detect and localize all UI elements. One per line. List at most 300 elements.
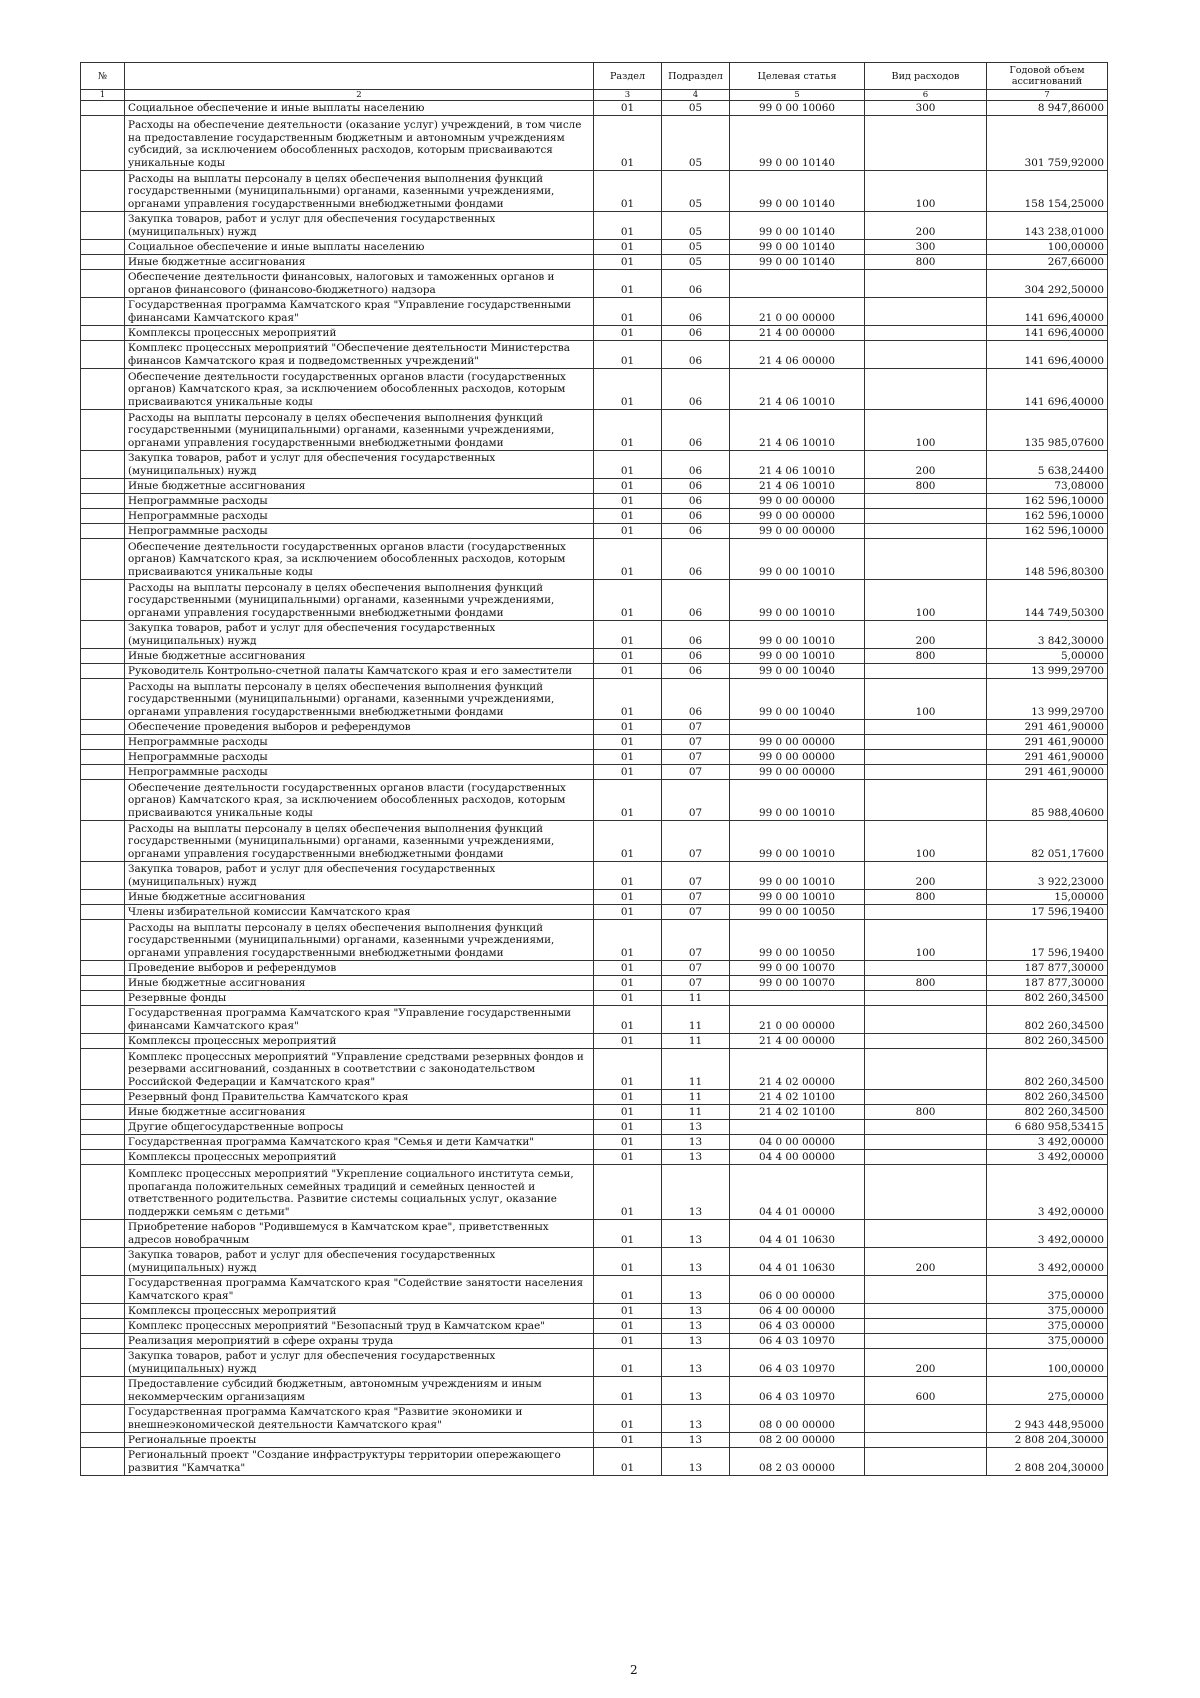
row-section-cell: 01 [594,270,662,298]
table-row [81,116,1108,171]
table-row [81,750,1108,765]
column-number: 5 [730,90,865,101]
row-amount-cell: 17 596,19400 [987,905,1108,920]
row-amount-cell: 6 680 958,53415 [987,1120,1108,1135]
row-amount-cell: 141 696,40000 [987,341,1108,369]
row-subsection-cell: 07 [662,976,730,991]
row-section-cell: 01 [594,1377,662,1405]
row-section-cell: 01 [594,1150,662,1165]
row-expense-type-cell [865,1034,987,1049]
row-number-cell [81,1248,125,1276]
row-name-cell: Обеспечение деятельности государственных органов власти (государственных органов) Камчатского края, за исключением обособленных расходов, которым присваиваются уникальные коды [125,539,594,580]
row-name-cell: Комплекс процессных мероприятий "Безопасный труд в Камчатском крае" [125,1319,594,1334]
row-subsection-cell: 13 [662,1220,730,1248]
row-subsection-cell: 11 [662,1034,730,1049]
row-name-cell: Региональный проект "Создание инфраструктуры территории опережающего развития "Камчатка" [125,1448,594,1476]
row-section-cell: 01 [594,341,662,369]
row-target-article-cell: 21 4 00 00000 [730,1034,865,1049]
table-row [81,580,1108,621]
row-expense-type-cell [865,1165,987,1220]
row-number-cell [81,862,125,890]
row-section-cell: 01 [594,890,662,905]
header-annual-volume: Годовой объем ассигнований [987,63,1108,90]
row-expense-type-cell [865,509,987,524]
row-section-cell: 01 [594,991,662,1006]
row-subsection-cell: 11 [662,1049,730,1090]
row-name-cell: Государственная программа Камчатского края "Содействие занятости населения Камчатского края" [125,1276,594,1304]
row-name-cell: Обеспечение проведения выборов и референдумов [125,720,594,735]
row-name-cell: Закупка товаров, работ и услуг для обеспечения государственных (муниципальных) нужд [125,621,594,649]
row-section-cell: 01 [594,479,662,494]
row-name-cell: Руководитель Контрольно-счетной палаты Камчатского края и его заместители [125,664,594,679]
row-subsection-cell: 13 [662,1448,730,1476]
row-subsection-cell: 06 [662,494,730,509]
row-amount-cell: 143 238,01000 [987,212,1108,240]
table-row [81,649,1108,664]
row-amount-cell: 304 292,50000 [987,270,1108,298]
table-row [81,961,1108,976]
row-subsection-cell: 07 [662,720,730,735]
table-row [81,270,1108,298]
row-target-article-cell: 21 4 06 10010 [730,479,865,494]
table-row [81,410,1108,451]
row-section-cell: 01 [594,920,662,961]
column-number: 1 [81,90,125,101]
row-amount-cell: 82 051,17600 [987,821,1108,862]
row-section-cell: 01 [594,580,662,621]
table-row [81,1319,1108,1334]
table-row [81,1105,1108,1120]
table-row [81,1248,1108,1276]
row-target-article-cell: 08 0 00 00000 [730,1405,865,1433]
table-row [81,1090,1108,1105]
row-amount-cell: 15,00000 [987,890,1108,905]
row-expense-type-cell [865,750,987,765]
row-target-article-cell: 06 0 00 00000 [730,1276,865,1304]
row-amount-cell: 141 696,40000 [987,298,1108,326]
row-section-cell: 01 [594,679,662,720]
row-expense-type-cell [865,780,987,821]
row-target-article-cell: 99 0 00 10010 [730,580,865,621]
row-subsection-cell: 13 [662,1276,730,1304]
row-target-article-cell: 21 4 00 00000 [730,326,865,341]
row-expense-type-cell [865,341,987,369]
row-target-article-cell: 99 0 00 10070 [730,976,865,991]
row-section-cell: 01 [594,509,662,524]
row-subsection-cell: 06 [662,664,730,679]
row-subsection-cell: 05 [662,212,730,240]
row-amount-cell: 144 749,50300 [987,580,1108,621]
row-target-article-cell: 21 4 06 10010 [730,410,865,451]
row-expense-type-cell: 800 [865,890,987,905]
row-subsection-cell: 05 [662,116,730,171]
row-target-article-cell: 06 4 03 10970 [730,1377,865,1405]
row-amount-cell: 275,00000 [987,1377,1108,1405]
row-subsection-cell: 11 [662,1105,730,1120]
row-target-article-cell: 21 4 06 10010 [730,369,865,410]
table-row [81,1220,1108,1248]
row-expense-type-cell: 200 [865,212,987,240]
row-target-article-cell [730,720,865,735]
row-target-article-cell: 04 4 00 00000 [730,1150,865,1165]
table-row [81,255,1108,270]
row-number-cell [81,1034,125,1049]
row-amount-cell: 375,00000 [987,1334,1108,1349]
row-subsection-cell: 07 [662,920,730,961]
row-amount-cell: 2 943 448,95000 [987,1405,1108,1433]
row-number-cell [81,991,125,1006]
row-section-cell: 01 [594,1248,662,1276]
row-number-cell [81,101,125,116]
row-number-cell [81,1334,125,1349]
row-target-article-cell [730,1120,865,1135]
row-target-article-cell: 99 0 00 00000 [730,494,865,509]
row-number-cell [81,649,125,664]
row-section-cell: 01 [594,780,662,821]
row-section-cell: 01 [594,101,662,116]
row-amount-cell: 135 985,07600 [987,410,1108,451]
row-name-cell: Предоставление субсидий бюджетным, автономным учреждениям и иным некоммерческим организациям [125,1377,594,1405]
row-name-cell: Обеспечение деятельности государственных органов власти (государственных органов) Камчатского края, за исключением обособленных расходов, которым присваиваются уникальные коды [125,369,594,410]
row-section-cell: 01 [594,1090,662,1105]
row-subsection-cell: 06 [662,326,730,341]
row-name-cell: Иные бюджетные ассигнования [125,649,594,664]
row-target-article-cell: 99 0 00 10140 [730,212,865,240]
table-row [81,524,1108,539]
table-row [81,1304,1108,1319]
row-section-cell: 01 [594,326,662,341]
row-target-article-cell: 99 0 00 10140 [730,116,865,171]
row-subsection-cell: 06 [662,451,730,479]
page-number: 2 [630,1663,638,1677]
table-row [81,1433,1108,1448]
table-header [81,63,1108,101]
row-number-cell [81,821,125,862]
row-section-cell: 01 [594,1448,662,1476]
row-number-cell [81,961,125,976]
table-row [81,479,1108,494]
column-number: 3 [594,90,662,101]
row-name-cell: Иные бюджетные ассигнования [125,890,594,905]
row-target-article-cell: 99 0 00 00000 [730,735,865,750]
row-target-article-cell [730,270,865,298]
row-section-cell: 01 [594,116,662,171]
row-number-cell [81,1165,125,1220]
row-section-cell: 01 [594,1334,662,1349]
row-subsection-cell: 06 [662,580,730,621]
row-amount-cell: 187 877,30000 [987,961,1108,976]
row-number-cell [81,621,125,649]
row-number-cell [81,1090,125,1105]
table-row [81,621,1108,649]
row-target-article-cell: 99 0 00 10010 [730,780,865,821]
row-name-cell: Социальное обеспечение и иные выплаты населению [125,101,594,116]
row-section-cell: 01 [594,649,662,664]
table-row [81,1006,1108,1034]
row-target-article-cell: 21 4 06 10010 [730,451,865,479]
row-expense-type-cell [865,1405,987,1433]
row-expense-type-cell: 200 [865,1349,987,1377]
row-section-cell: 01 [594,240,662,255]
row-expense-type-cell [865,494,987,509]
row-expense-type-cell [865,1276,987,1304]
row-section-cell: 01 [594,1006,662,1034]
row-amount-cell: 5,00000 [987,649,1108,664]
table-row [81,1165,1108,1220]
row-expense-type-cell [865,1090,987,1105]
row-section-cell: 01 [594,1105,662,1120]
row-number-cell [81,580,125,621]
row-number-cell [81,720,125,735]
row-expense-type-cell [865,524,987,539]
table-row [81,171,1108,212]
row-subsection-cell: 13 [662,1377,730,1405]
row-amount-cell: 162 596,10000 [987,524,1108,539]
row-number-cell [81,479,125,494]
row-expense-type-cell: 800 [865,1105,987,1120]
row-target-article-cell: 21 0 00 00000 [730,298,865,326]
table-row [81,890,1108,905]
row-number-cell [81,664,125,679]
column-number: 7 [987,90,1108,101]
header-number: № [81,63,125,90]
row-name-cell: Комплекс процессных мероприятий "Укрепление социального института семьи, пропаганда положительных семейных традиций и семейных ценностей и ответственного родительства. Развитие системы социальных услуг, оказание поддержки семьям с детьми" [125,1165,594,1220]
row-section-cell: 01 [594,1276,662,1304]
row-name-cell: Иные бюджетные ассигнования [125,976,594,991]
row-number-cell [81,1304,125,1319]
row-subsection-cell: 13 [662,1304,730,1319]
row-number-cell [81,341,125,369]
row-name-cell: Государственная программа Камчатского края "Развитие экономики и внешнеэкономической деятельности Камчатского края" [125,1405,594,1433]
table-row [81,1150,1108,1165]
row-amount-cell: 291 461,90000 [987,765,1108,780]
row-section-cell: 01 [594,1405,662,1433]
row-subsection-cell: 06 [662,410,730,451]
row-subsection-cell: 13 [662,1135,730,1150]
row-expense-type-cell: 200 [865,451,987,479]
row-number-cell [81,920,125,961]
row-expense-type-cell: 100 [865,410,987,451]
row-section-cell: 01 [594,171,662,212]
row-amount-cell: 100,00000 [987,1349,1108,1377]
row-expense-type-cell [865,116,987,171]
row-amount-cell: 802 260,34500 [987,1034,1108,1049]
row-number-cell [81,679,125,720]
row-target-article-cell: 04 4 01 10630 [730,1220,865,1248]
table-body [81,101,1108,1476]
row-number-cell [81,369,125,410]
row-amount-cell: 802 260,34500 [987,1090,1108,1105]
row-subsection-cell: 13 [662,1150,730,1165]
row-section-cell: 01 [594,255,662,270]
row-section-cell: 01 [594,621,662,649]
row-expense-type-cell [865,1049,987,1090]
row-subsection-cell: 07 [662,821,730,862]
row-amount-cell: 162 596,10000 [987,494,1108,509]
row-name-cell: Закупка товаров, работ и услуг для обеспечения государственных (муниципальных) нужд [125,451,594,479]
row-number-cell [81,1349,125,1377]
table-row [81,1276,1108,1304]
row-section-cell: 01 [594,212,662,240]
row-number-cell [81,116,125,171]
row-number-cell [81,765,125,780]
row-subsection-cell: 06 [662,539,730,580]
row-subsection-cell: 06 [662,369,730,410]
row-number-cell [81,1220,125,1248]
row-target-article-cell: 06 4 03 00000 [730,1319,865,1334]
row-subsection-cell: 11 [662,991,730,1006]
row-expense-type-cell [865,270,987,298]
row-number-cell [81,1049,125,1090]
row-section-cell: 01 [594,1049,662,1090]
row-name-cell: Проведение выборов и референдумов [125,961,594,976]
row-section-cell: 01 [594,765,662,780]
row-amount-cell: 375,00000 [987,1276,1108,1304]
table-row [81,1448,1108,1476]
row-target-article-cell: 99 0 00 10040 [730,664,865,679]
row-expense-type-cell [865,664,987,679]
header-section: Раздел [594,63,662,90]
row-number-cell [81,1319,125,1334]
row-amount-cell: 802 260,34500 [987,1105,1108,1120]
table-row [81,679,1108,720]
row-number-cell [81,509,125,524]
row-amount-cell: 802 260,34500 [987,1049,1108,1090]
row-number-cell [81,524,125,539]
row-expense-type-cell: 600 [865,1377,987,1405]
row-amount-cell: 291 461,90000 [987,735,1108,750]
row-amount-cell: 100,00000 [987,240,1108,255]
row-target-article-cell: 21 4 02 00000 [730,1049,865,1090]
row-amount-cell: 291 461,90000 [987,720,1108,735]
table-row [81,494,1108,509]
row-section-cell: 01 [594,735,662,750]
row-target-article-cell: 06 4 00 00000 [730,1304,865,1319]
row-amount-cell: 187 877,30000 [987,976,1108,991]
row-number-cell [81,1006,125,1034]
row-number-cell [81,890,125,905]
row-name-cell: Непрограммные расходы [125,750,594,765]
row-name-cell: Непрограммные расходы [125,494,594,509]
row-number-cell [81,451,125,479]
row-expense-type-cell: 100 [865,920,987,961]
row-section-cell: 01 [594,862,662,890]
row-subsection-cell: 06 [662,649,730,664]
row-name-cell: Государственная программа Камчатского края "Управление государственными финансами Камчатского края" [125,298,594,326]
row-section-cell: 01 [594,524,662,539]
row-number-cell [81,1120,125,1135]
row-number-cell [81,240,125,255]
table-row [81,369,1108,410]
table-row [81,341,1108,369]
row-expense-type-cell [865,905,987,920]
row-expense-type-cell [865,1135,987,1150]
row-name-cell: Резервный фонд Правительства Камчатского края [125,1090,594,1105]
row-expense-type-cell [865,1433,987,1448]
row-name-cell: Закупка товаров, работ и услуг для обеспечения государственных (муниципальных) нужд [125,1349,594,1377]
row-number-cell [81,410,125,451]
row-expense-type-cell: 800 [865,976,987,991]
table-row [81,780,1108,821]
table-row [81,991,1108,1006]
table-row [81,1049,1108,1090]
row-amount-cell: 141 696,40000 [987,326,1108,341]
row-expense-type-cell: 100 [865,821,987,862]
row-name-cell: Закупка товаров, работ и услуг для обеспечения государственных (муниципальных) нужд [125,862,594,890]
row-target-article-cell: 04 4 01 00000 [730,1165,865,1220]
table-row [81,240,1108,255]
row-expense-type-cell: 300 [865,240,987,255]
row-name-cell: Непрограммные расходы [125,735,594,750]
row-name-cell: Иные бюджетные ассигнования [125,479,594,494]
row-number-cell [81,1135,125,1150]
row-amount-cell: 8 947,86000 [987,101,1108,116]
row-section-cell: 01 [594,1120,662,1135]
row-section-cell: 01 [594,905,662,920]
row-number-cell [81,780,125,821]
row-expense-type-cell [865,961,987,976]
row-expense-type-cell: 200 [865,1248,987,1276]
row-name-cell: Закупка товаров, работ и услуг для обеспечения государственных (муниципальных) нужд [125,1248,594,1276]
row-section-cell: 01 [594,821,662,862]
row-subsection-cell: 07 [662,890,730,905]
row-section-cell: 01 [594,298,662,326]
row-name-cell: Расходы на выплаты персоналу в целях обеспечения выполнения функций государственными (муниципальными) органами, казенными учреждениями, органами управления государственными внебюджетными фондами [125,821,594,862]
row-subsection-cell: 05 [662,255,730,270]
row-amount-cell: 802 260,34500 [987,991,1108,1006]
row-amount-cell: 375,00000 [987,1304,1108,1319]
table-row [81,212,1108,240]
row-target-article-cell: 08 2 00 00000 [730,1433,865,1448]
row-subsection-cell: 13 [662,1349,730,1377]
row-name-cell: Непрограммные расходы [125,524,594,539]
row-amount-cell: 73,08000 [987,479,1108,494]
row-name-cell: Социальное обеспечение и иные выплаты населению [125,240,594,255]
row-name-cell: Непрограммные расходы [125,765,594,780]
row-amount-cell: 3 492,00000 [987,1220,1108,1248]
row-subsection-cell: 06 [662,524,730,539]
row-amount-cell: 158 154,25000 [987,171,1108,212]
row-subsection-cell: 06 [662,341,730,369]
row-section-cell: 01 [594,720,662,735]
table-row [81,664,1108,679]
row-number-cell [81,494,125,509]
table-row [81,451,1108,479]
table-row [81,920,1108,961]
row-expense-type-cell [865,298,987,326]
table-row [81,1405,1108,1433]
row-number-cell [81,1105,125,1120]
row-amount-cell: 267,66000 [987,255,1108,270]
row-subsection-cell: 05 [662,240,730,255]
row-subsection-cell: 07 [662,862,730,890]
table-row [81,298,1108,326]
row-expense-type-cell: 200 [865,621,987,649]
row-name-cell: Расходы на выплаты персоналу в целях обеспечения выполнения функций государственными (муниципальными) органами, казенными учреждениями, органами управления государственными внебюджетными фондами [125,580,594,621]
row-subsection-cell: 06 [662,270,730,298]
row-section-cell: 01 [594,369,662,410]
table-row [81,509,1108,524]
row-name-cell: Резервные фонды [125,991,594,1006]
row-subsection-cell: 06 [662,621,730,649]
table-row [81,1377,1108,1405]
row-target-article-cell: 99 0 00 10140 [730,171,865,212]
row-name-cell: Государственная программа Камчатского края "Семья и дети Камчатки" [125,1135,594,1150]
row-target-article-cell: 99 0 00 00000 [730,509,865,524]
row-target-article-cell: 99 0 00 10070 [730,961,865,976]
row-expense-type-cell: 800 [865,479,987,494]
row-section-cell: 01 [594,1135,662,1150]
